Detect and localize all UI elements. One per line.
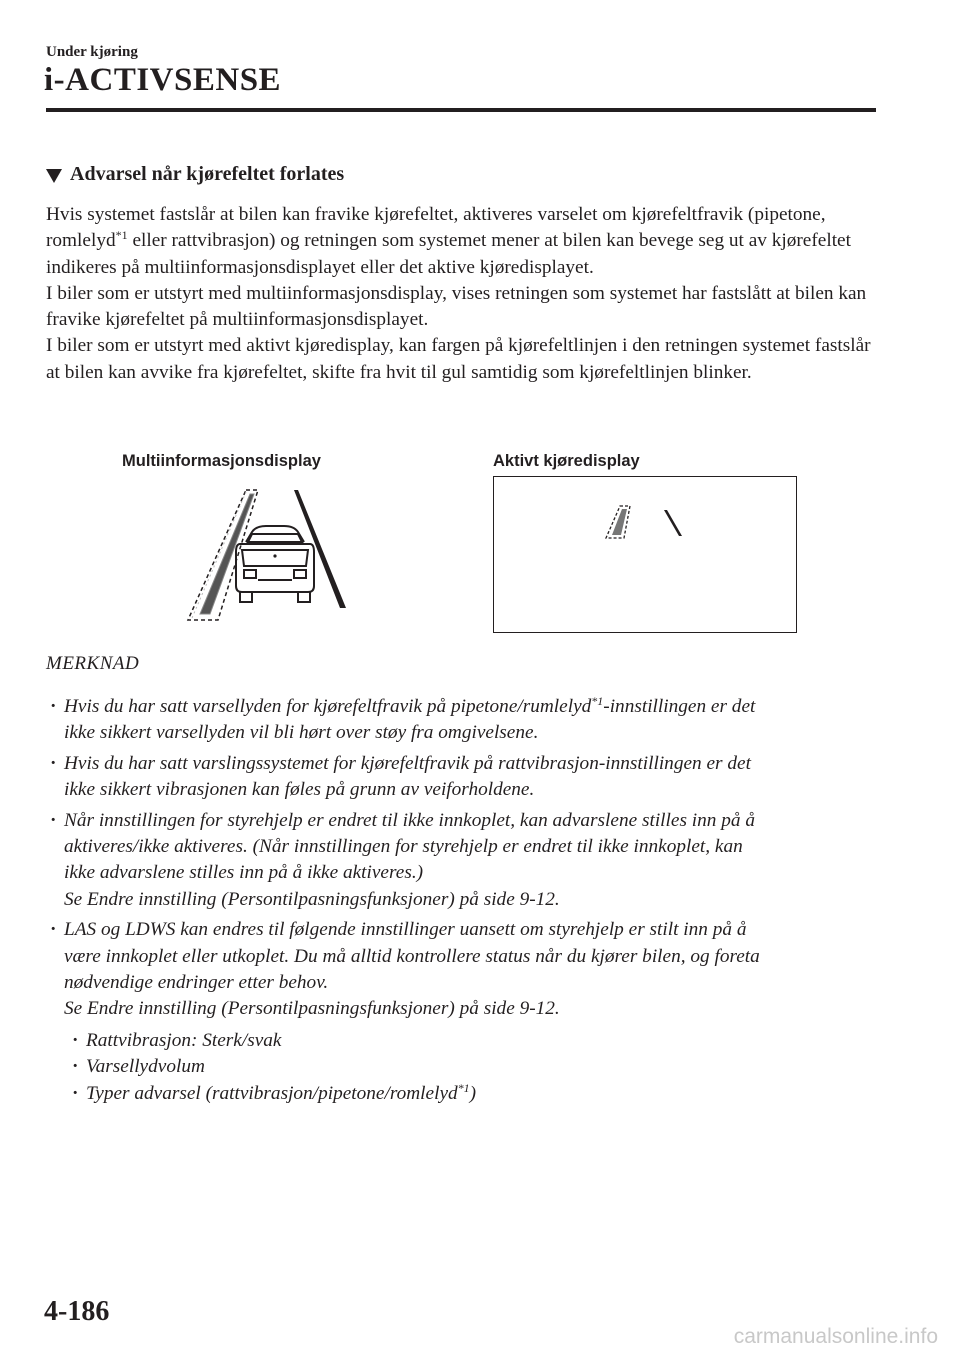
note-line: ikke sikkert vibrasjonen kan føles på grunn av veiforholdene. [64, 779, 535, 801]
notes-list [46, 694, 876, 1027]
paragraph-1-part-b: eller rattvibrasjon) og retningen som systemet mener at bilen kan bevege seg ut av kjørefeltet indikeres på multiinformasjonsdisplayet eller det aktive kjøredisplayet. [46, 230, 851, 278]
mid-figure-label: Multiinformasjonsdisplay [122, 452, 321, 470]
body-text [46, 202, 876, 386]
note-item [46, 808, 876, 914]
footnote-ref: *1 [115, 228, 128, 243]
note-line: Når innstillingen for styrehjelp er endret til ikke innkoplet, kan advarslene stilles inn på å [64, 809, 755, 831]
page-number: 4-186 [44, 1296, 110, 1327]
note-line: Se Endre innstilling (Persontilpasningsfunksjoner) på side 9-12. [64, 888, 560, 910]
note-item [46, 694, 876, 747]
paragraph-1 [46, 202, 876, 281]
paragraph-1-part-a: Hvis systemet fastslår at bilen kan fravike kjørefeltet, aktiveres varselet om kjørefeltfravik (pipetone, romlelyd [46, 204, 826, 252]
bullet: · [72, 1056, 79, 1078]
paragraph-2: I biler som er utstyrt med multiinformasjonsdisplay, vises retningen som systemet har fastslått at bilen kan fravike kjørefeltet på multiinformasjonsdisplayet. [46, 282, 867, 331]
ad-figure-label: Aktivt kjøredisplay [493, 452, 640, 470]
note-heading: MERKNAD [46, 653, 140, 674]
footnote-ref: *1 [591, 694, 604, 708]
note-line [64, 694, 876, 720]
paragraph-3: I biler som er utstyrt med aktivt kjøredisplay, kan fargen på kjørefeltlinjen i den retningen systemet fastslår at bilen kan avvike fra kjørefeltet, skifte fra hvit til gul samtidig som kjørefeltlinjen blinker. [46, 335, 871, 383]
bullet: · [50, 752, 57, 774]
triangle-marker-icon [46, 169, 62, 183]
bullet: · [50, 809, 57, 831]
ad-right-lane-line [664, 510, 682, 536]
note-line: være innkoplet eller utkoplet. Du må alltid kontrollere status når du kjører bilen, og foreta [64, 945, 760, 967]
note-line: ikke sikkert varsellyden vil bli hørt over støy fra omgivelsene. [64, 722, 539, 744]
bullet: · [50, 919, 57, 941]
note-line: Se Endre innstilling (Persontilpasningsfunksjoner) på side 9-12. [64, 998, 560, 1020]
sub-note-item [68, 1028, 768, 1054]
section-label: Under kjøring [46, 44, 138, 60]
sub-note-text: Typer advarsel (rattvibrasjon/pipetone/romlelyd [86, 1082, 458, 1104]
footnote-ref: *1 [457, 1080, 470, 1095]
active-driving-display-illustration [600, 502, 700, 552]
multi-information-display-illustration [180, 482, 370, 627]
watermark: carmanualsonline.info [733, 1325, 938, 1348]
note-line: aktiveres/ikke aktiveres. (Når innstillingen for styrehjelp er endret til ikke innkoplet, kan [64, 836, 743, 858]
bullet: · [50, 696, 57, 717]
note-line: ikke advarslene stilles inn på å ikke aktiveres.) [64, 862, 424, 884]
sub-note-text: ) [469, 1082, 477, 1104]
subheading-text: Advarsel når kjørefeltet forlates [70, 163, 345, 185]
header-rule [46, 108, 876, 112]
active-driving-display-frame [493, 476, 797, 633]
note-line: LAS og LDWS kan endres til følgende innstillinger uansett om styrehjelp er stilt inn på å [64, 919, 747, 941]
bullet: · [72, 1030, 79, 1051]
note-item [46, 751, 876, 804]
car-icon [236, 526, 314, 602]
sub-notes-list [68, 1028, 768, 1107]
sub-note-item [68, 1054, 768, 1080]
bullet: · [72, 1082, 79, 1104]
sub-note-item [68, 1081, 768, 1107]
note-text: -innstillingen er det [603, 696, 756, 717]
note-line: nødvendige endringer etter behov. [64, 972, 329, 994]
subheading [46, 163, 344, 186]
note-line: Hvis du har satt varslingssystemet for kjørefeltfravik på rattvibrasjon-innstillingen er det [64, 752, 751, 774]
sub-note-text: Rattvibrasjon: Sterk/svak [86, 1030, 282, 1051]
left-lane-line-highlight [200, 494, 254, 614]
note-text: Hvis du har satt varsellyden for kjørefeltfravik på pipetone/rumlelyd [64, 696, 592, 717]
sub-note-text: Varsellydvolum [86, 1056, 205, 1078]
chapter-title: i-ACTIVSENSE [44, 62, 282, 98]
note-item [46, 917, 876, 1023]
